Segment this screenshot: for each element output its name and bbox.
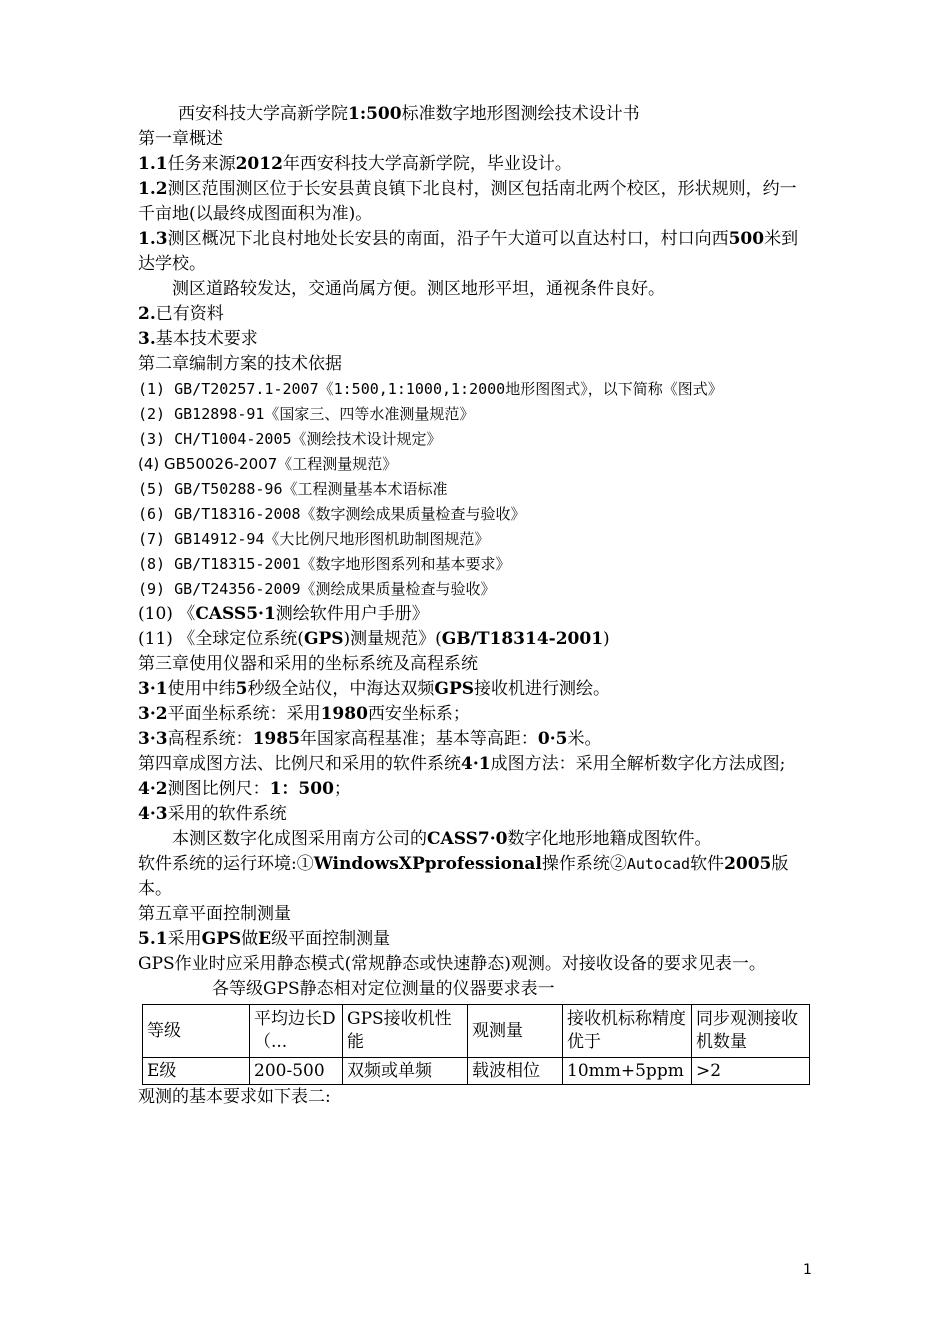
section-1-3: 1.3测区概况下北良村地处长安县的南面，沿子午大道可以直达村口，村口向西500米到达学校。 bbox=[138, 229, 799, 274]
reference-item: (2) GB12898-91《国家三、四等水准测量规范》 bbox=[138, 405, 475, 423]
paragraph-after-table: 观测的基本要求如下表二: bbox=[138, 1087, 331, 1107]
section-4-2: 4·2测图比例尺：1：500； bbox=[138, 779, 351, 799]
table-header-cell: 同步观测接收机数量 bbox=[692, 1005, 810, 1058]
section-3: 3.基本技术要求 bbox=[138, 329, 258, 349]
section-4-3: 4·3采用的软件系统 bbox=[138, 804, 287, 824]
paragraph-software: 本测区数字化成图采用南方公司的CASS7·0数字化地形地籍成图软件。 bbox=[172, 829, 712, 849]
chapter-3-heading: 第三章使用仪器和采用的坐标系统及高程系统 bbox=[138, 654, 478, 674]
reference-item: (7) GB14912-94《大比例尺地形图机助制图规范》 bbox=[138, 530, 490, 548]
section-2: 2.已有资料 bbox=[138, 304, 224, 324]
chapter-4-heading: 第四章成图方法、比例尺和采用的软件系统4·1成图方法：采用全解析数字化方法成图; bbox=[138, 754, 786, 774]
section-1-1: 1.1任务来源2012年西安科技大学高新学院，毕业设计。 bbox=[138, 154, 572, 174]
table-cell: 10mm+5ppm bbox=[563, 1058, 692, 1085]
paragraph-environment: 软件系统的运行环境:①WindowsXPprofessional操作系统②Autocad软件2005版本。 bbox=[138, 854, 789, 899]
instrument-requirements-table bbox=[142, 1004, 810, 1085]
table-cell: 200-500 bbox=[250, 1058, 343, 1085]
table-caption: 各等级GPS静态相对定位测量的仪器要求表一 bbox=[212, 979, 555, 999]
section-1-2: 1.2测区范围测区位于长安县黄良镇下北良村，测区包括南北两个校区，形状规则，约一千亩地(以最终成图面积为准)。 bbox=[138, 179, 797, 224]
paragraph-survey-area: 测区道路较发达，交通尚属方便。测区地形平坦，通视条件良好。 bbox=[172, 279, 665, 299]
table-cell: 双频或单频 bbox=[343, 1058, 468, 1085]
table-cell: E级 bbox=[143, 1058, 250, 1085]
reference-item: (4) GB50026-2007《工程测量规范》 bbox=[138, 455, 398, 473]
section-5-1: 5.1采用GPS做E级平面控制测量 bbox=[138, 929, 391, 949]
chapter-1-heading: 第一章概述 bbox=[138, 129, 223, 149]
table-header-cell: 接收机标称精度优于 bbox=[563, 1005, 692, 1058]
reference-item: (9) GB/T24356-2009《测绘成果质量检查与验收》 bbox=[138, 580, 496, 598]
section-3-2: 3·2平面坐标系统：采用1980西安坐标系； bbox=[138, 704, 470, 724]
reference-item: (8) GB/T18315-2001《数字地形图系列和基本要求》 bbox=[138, 555, 511, 573]
table-header-cell: 平均边长D（... bbox=[250, 1005, 343, 1058]
reference-item: (3) CH/T1004-2005《测绘技术设计规定》 bbox=[138, 430, 442, 448]
table-cell: 载波相位 bbox=[468, 1058, 563, 1085]
table-cell: >2 bbox=[692, 1058, 810, 1085]
table-header-cell: GPS接收机性能 bbox=[343, 1005, 468, 1058]
document-page bbox=[138, 102, 813, 1110]
reference-item: (5) GB/T50288-96《工程测量基本术语标准 bbox=[138, 480, 448, 498]
page-number: 1 bbox=[803, 1262, 812, 1278]
chapter-2-heading: 第二章编制方案的技术依据 bbox=[138, 354, 342, 374]
paragraph-gps: GPS作业时应采用静态模式(常规静态或快速静态)观测。对接收设备的要求见表一。 bbox=[138, 954, 766, 974]
document-title: 西安科技大学高新学院1:500标准数字地形图测绘技术设计书 bbox=[178, 104, 640, 124]
section-3-3: 3·3高程系统：1985年国家高程基准；基本等高距：0·5米。 bbox=[138, 729, 602, 749]
section-3-1: 3·1使用中纬5秒级全站仪，中海达双频GPS接收机进行测绘。 bbox=[138, 679, 610, 699]
reference-item: (10) 《CASS5·1测绘软件用户手册》 bbox=[138, 604, 429, 624]
table-header-cell: 观测量 bbox=[468, 1005, 563, 1058]
reference-item: (6) GB/T18316-2008《数字测绘成果质量检查与验收》 bbox=[138, 505, 526, 523]
table-row bbox=[143, 1058, 810, 1085]
table-header-cell: 等级 bbox=[143, 1005, 250, 1058]
table-header-row bbox=[143, 1005, 810, 1058]
reference-item: (11) 《全球定位系统(GPS)测量规范》(GB/T18314-2001) bbox=[138, 629, 610, 649]
chapter-5-heading: 第五章平面控制测量 bbox=[138, 904, 291, 924]
reference-item: (1) GB/T20257.1-2007《1:500,1:1000,1:2000地形图图式》，以下简称《图式》 bbox=[138, 380, 723, 398]
